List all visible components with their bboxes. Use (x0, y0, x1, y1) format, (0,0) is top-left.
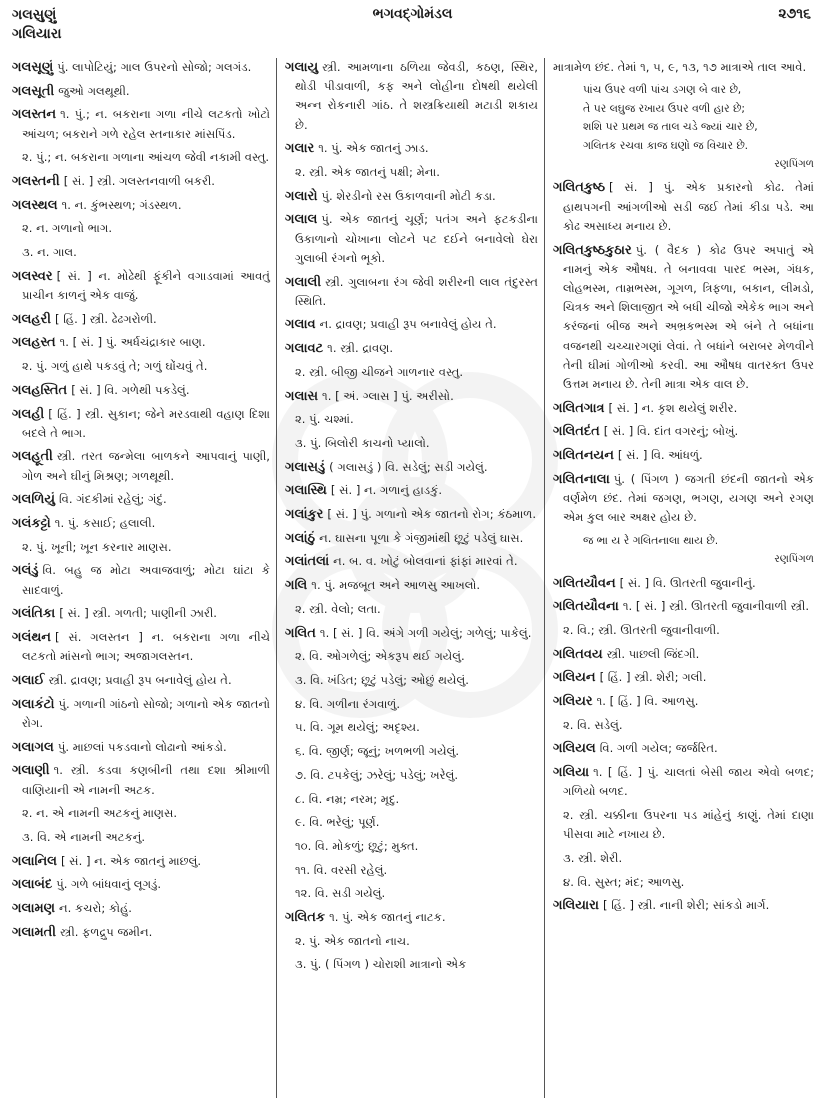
dictionary-entry (285, 273, 538, 311)
definition: ૧. [ અં. ગ્લાસ ] પું. અરીસો. (322, 388, 454, 403)
definition: વિ. ગળી ગયેલ; જર્જરિત. (599, 741, 718, 756)
definition: ૧. [ સં. ] સ્ત્રી. ઊતરતી જુવાનીવાળી સ્ત્રી. (622, 599, 810, 614)
headword: ગલહસ્તિત (12, 382, 68, 398)
definition: પું. ગળે બાંધવાનું લૂગડું. (56, 877, 162, 892)
dictionary-entry (553, 896, 814, 915)
dictionary-entry (553, 668, 814, 687)
headword: ગલિ (285, 578, 308, 594)
definition: સ્ત્રી. આમળાના ઠળિયા જેવડી, કઠણ, સ્થિર, થોડી પીડાવાળી, કફ અને લોહીના દોષથી થયેલી અન્ન રોકનારી ગાંઠ. તે શસ્ત્રક્રિયાથી મટાડી શકાય છે. (295, 60, 538, 132)
dictionary-entry (553, 241, 814, 395)
sub-sense: ૩. વિ. ખંડિત; છૂટું પડેલું; ઓછું થયેલું. (295, 672, 469, 687)
definition: પું. શેરડીનો રસ ઉકાળવાની મોટી કડા. (321, 188, 496, 203)
headword: ગલિતકુષ્ઠ (553, 180, 606, 196)
dictionary-entry (12, 671, 270, 690)
headword: ગલિતકુષ્ઠકુઠાર (553, 242, 632, 258)
headword: ગલાલ (285, 212, 318, 228)
headword: ગલિતનયન (553, 448, 614, 464)
headword: ગલિતયૌવન (553, 575, 616, 591)
definition: ૧. [ હિં. ] પું. ચાલતાં બેસી જાય એવો બળદ; ગળિયો બળદ. (563, 765, 814, 799)
dictionary-entry (12, 196, 270, 215)
verse-quotation (553, 81, 814, 155)
sub-sense: ૪. વિ. સુસ્ત; મંદ; આળસુ. (563, 874, 685, 889)
dictionary-entry (553, 399, 814, 418)
sub-sense: ૨. ન. ગળાનો ભાગ. (22, 221, 113, 236)
definition: [ સં. ] પું. ગળાનો એક જાતનો રોગ; કંઠમાળ. (327, 507, 537, 522)
definition: ન. ઘાસના પૂળા કે ગંજીમાંથી છૂટું પડેલું ઘાસ. (319, 530, 524, 545)
definition: સ્ત્રી. પાછલી જિંદગી. (606, 646, 700, 661)
definition: સ્ત્રી. તરત જન્મેલા બાળકને આપવાનું પાણી, ગોળ અને ઘીનું મિશ્રણ; ગળથૂથી. (22, 449, 270, 483)
sub-sense: ૭. વિ. ટપકેલું; ઝરેલું; પડેલું; ખરેલું. (295, 767, 459, 782)
column-2 (277, 58, 545, 1098)
headword: ગલિયલ (553, 741, 596, 757)
dictionary-entry (285, 505, 538, 524)
citation-source: રણપિંગળ (774, 553, 814, 566)
dictionary-entry (12, 405, 270, 443)
sub-sense: ૧૦. વિ. મોકળું; છૂટું; મુક્ત. (295, 838, 419, 853)
sub-sense: ૧૧. વિ. વરસી રહેલું. (295, 862, 388, 877)
citation-source: રણપિંગળ (774, 158, 814, 171)
definition: ૧. સ્ત્રી. દ્રાવણ. (327, 341, 394, 356)
dictionary-entry (553, 763, 814, 801)
dictionary-entry (12, 381, 270, 400)
sub-sense: ૩. વિ. એ નામની અટકનું. (22, 829, 146, 844)
definition: પું. ગળાની ગાંઠનો સોજો; ગળાનો એક જાતનો રોગ. (22, 696, 270, 730)
headword: ગલાબંદ (12, 877, 53, 893)
definition: ૧. પું.; ન. બકરાના ગળા નીચે લટકતો ખોટો આંચળ; બકરાને ગળે રહેલ સ્તનાકાર માંસપિંડ. (22, 107, 270, 141)
definition: [ સં. ] વિ. ઊતરતી જુવાનીનું. (619, 575, 756, 590)
definition: સ્ત્રી. દ્રાવણ; પ્રવાહી રૂપ બનાવેલું હોય તે. (48, 672, 232, 687)
definition: પું. ( વૈદક ) કોઢ ઉપર અપાતું એ નામનું એક ઔષધ. તે બનાવવા પારદ ભસ્મ, ગંધક, લોહભસ્મ, તામ્રભસ્મ, ગૂગળ, ત્રિફળા, બકાન, લીમડો, ચિત્રક અને શિલાજીત એ બધી ચીજો એકેક ભાગ અને કરંજનાં બીજ અને અભ્રકભસ્મ એ બંને તે બધાંના વજનથી ચચ્ચારગણાં લેવાં. તે બધાંને બરાબર મેળવીને તેની ઘીમાં ગોળીઓ કરવી. આ ઔષધ વાતરક્ત ઉપર ઉત્તમ મનાય છે. તેની માત્રા એક વાલ છે. (563, 242, 814, 391)
dictionary-entry (285, 529, 538, 548)
headword: ગલિયન (553, 670, 596, 686)
sub-sense: ૯. વિ. ભરેલું; પૂર્ણ. (295, 815, 380, 830)
headword: ગલહરી (12, 311, 52, 327)
sub-sense: ૩. પું. ( પિંગળ ) ચોરાશી માત્રાનો એક (295, 957, 467, 972)
headword: ગલિયા (553, 765, 590, 781)
dictionary-entry (12, 761, 270, 799)
sub-sense: ૨. પું. ગળું હાથે પકડવું તે; ગળું ઘોંચવું તે. (22, 359, 208, 374)
sub-sense: ૨. વિ.; સ્ત્રી. ઊતરતી જુવાનીવાળી. (563, 622, 720, 637)
definition: ન. દ્રાવણ; પ્રવાહી રૂપ બનાવેલું હોય તે. (319, 317, 497, 332)
dictionary-entry (285, 624, 538, 643)
page-header (0, 0, 825, 58)
definition: ૧. ન. કુંભસ્થળ; ગંડસ્થળ. (61, 197, 182, 212)
headword: ગલાકંટો (12, 696, 55, 712)
definition: પું. ( પિંગળ ) જગતી છંદની જાતનો એક વર્ણમેળ છંદ. તેમાં જગણ, ભગણ, યગણ અને રગણ એમ કુલ બાર અક્ષર હોય છે. (563, 471, 814, 525)
dictionary-entry (285, 58, 538, 135)
definition: [ સં. ] વિ. આંધળું. (617, 448, 703, 463)
dictionary-entry (285, 187, 538, 206)
definition: [ સં. ] ન. કૃશ થયેલું શરીર. (608, 400, 738, 415)
dictionary-entry (12, 172, 270, 191)
headword: ગલિયારા (553, 898, 599, 914)
sub-sense: ૨. પું. ખૂની; ખૂન કરનાર માણસ. (22, 539, 172, 554)
definition: જુઓ ગલથૂથી. (58, 83, 130, 98)
definition: સ્ત્રી. ફળદ્રુપ જમીન. (60, 924, 153, 939)
dictionary-entry (285, 908, 538, 927)
column-1 (10, 58, 277, 1098)
headword: ગલસ્તની (12, 174, 60, 190)
headword: ગલંકટ્ટો (12, 516, 51, 532)
definition: [ હિં. ] સ્ત્રી. શેરી; ગલી. (599, 670, 707, 685)
dictionary-entry (553, 645, 814, 664)
dictionary-entry (553, 470, 814, 528)
headword: ગલિયર (553, 694, 593, 710)
headword: ગલાસ્થિ (285, 483, 327, 499)
verse-line: ગલિતક રચવા કાજ ઘણો જ વિચાર છે. (583, 138, 749, 152)
headword: ગલાનિલ (12, 853, 57, 869)
definition: ૧. [ હિં. ] વિ. આળસુ. (596, 694, 699, 709)
headword: ગલિત (285, 625, 316, 641)
headword: ગલિતયૌવના (553, 599, 619, 615)
definition: પું. એક જાતનું ચૂર્ણ; પતંગ અને ફટકડીના ઉકાળાનો ચોખાના લોટને પટ દઈને બનાવેલો ઘેરા ગુલાબી રંગનો ભૂકો. (295, 212, 538, 265)
definition: ૧. [ સં. ] પું. અર્ધચંદ્રાકાર બાણ. (59, 335, 206, 350)
definition: [ સં. ગલસ્તન ] ન. બકરાના ગળા નીચે લટકતો માંસનો ભાગ; અજાગલસ્તન. (22, 630, 270, 664)
dictionary-entry (285, 458, 538, 477)
headword: ગલાગલ (12, 739, 54, 755)
dictionary-entry (12, 514, 270, 533)
dictionary-entry (12, 899, 270, 918)
definition: ૧. સ્ત્રી. કડવા કણબીની તથા દશા શ્રીમાળી વાણિયાની એ નામની અટક. (22, 763, 270, 797)
dictionary-entry (12, 490, 270, 509)
definition: વિ. બહુ જ મોટા અવાજવાળું; મોટા ઘાંટા કે સાદવાળું. (22, 563, 270, 597)
dictionary-entry (285, 552, 538, 571)
dictionary-entry (553, 446, 814, 465)
headword: ગલાસડું (285, 459, 326, 475)
page-number: ૨૭૧૬ (778, 6, 811, 22)
definition: [ સં. ] વિ. દાંત વગરનું; બોખું. (603, 424, 739, 439)
dictionary-entry (285, 315, 538, 334)
headword: ગલારો (285, 188, 318, 204)
definition: [ સં. ] ન. એક જાતનું માછલું. (60, 853, 202, 868)
dictionary-entry (12, 875, 270, 894)
verse-line: જ ભા ય રે ગલિતનાલા થાય છે. (583, 533, 719, 547)
headword: ગલામતી (12, 924, 57, 940)
sub-sense: ૩. ન. ગાલ. (22, 245, 77, 260)
dictionary-entry (12, 604, 270, 623)
sub-sense: ૩. સ્ત્રી. શેરી. (563, 851, 623, 865)
definition: ૧. પું. એક જાતનું નાટક. (329, 910, 446, 925)
definition: [ સં. ] પું. એક પ્રકારનો કોઢ. તેમાં હાથપગની આંગળીઓ સડી જઈ તેમાં કીડા પડે. આ કોઢ અસાધ્ય મનાય છે. (563, 180, 814, 233)
sub-sense: ૨. પું. ચશ્માં. (295, 412, 354, 427)
definition: [ હિં. ] સ્ત્રી. સુકાન; જેને મરડવાથી વહાણ દિશા બદલે તે ભાગ. (22, 406, 270, 440)
sub-sense: ૨. વિ. ઓગળેલું; એકરૂપ થઈ ગયેલું. (295, 649, 465, 664)
headword: ગલંડું (12, 563, 39, 579)
dictionary-entry (12, 447, 270, 485)
sub-sense: ૮. વિ. નમ્ર; નરમ; મૃદુ. (295, 791, 400, 806)
continued-definition: માત્રામેળ છંદ. તેમાં ૧, ૫, ૯, ૧૩, ૧૭ માત્રાએ તાલ આવે. (553, 60, 807, 74)
dictionary-entry (285, 387, 538, 406)
definition: વિ. ગંદકીમાં રહેલું; ગંદું. (59, 492, 167, 507)
definition: ( ગલાસડું ) વિ. સડેલું; સડી ગયેલું. (329, 459, 488, 474)
verse-line: શશિ પર પ્રથમ જ તાલ ચડે જ્યાં ચાર છે, (583, 120, 758, 134)
dictionary-entry (12, 267, 270, 305)
sub-sense: ૨. ન. એ નામની અટકનું માણસ. (22, 806, 178, 821)
definition: [ સં. ] ન. મોઢેથી ફૂંકીને વગાડવામાં આવતું પ્રાચીન કાળનું એક વાજું. (22, 268, 270, 303)
verse-quotation (553, 532, 814, 551)
dictionary-entry (12, 852, 270, 871)
headword: ગલિતનાલા (553, 471, 610, 487)
dictionary-entry (553, 739, 814, 758)
dictionary-entry (12, 695, 270, 733)
dictionary-entry (553, 422, 814, 441)
verse-line: તે પર લઘુજ રખાય ઉપર વળી હાર છે; (583, 101, 746, 115)
headword: ગલસૂણું (12, 60, 54, 75)
headword: ગલામણ (12, 901, 56, 917)
definition: ૧. [ સં. ] વિ. અંગે ગળી ગયેલું; ગળેલું; પાકેલું. (319, 625, 532, 640)
definition: ૧. પું. મજબૂત અને આળસુ આખલો. (311, 578, 481, 593)
definition: [ હિં. ] સ્ત્રી. ઢેઢગરોળી. (55, 311, 157, 326)
dictionary-entry (285, 339, 538, 358)
headword: ગલંતિકા (12, 606, 56, 622)
dictionary-entry (553, 597, 814, 616)
dictionary-entry (12, 333, 270, 352)
dictionary-entry (553, 574, 814, 593)
definition: [ હિં. ] સ્ત્રી. નાની શેરી; સાંકડો માર્ગ. (603, 898, 770, 913)
headword: ગલાવ (285, 317, 316, 333)
definition: [ સં. ] સ્ત્રી. ગળતી; પાણીની ઝારી. (59, 606, 217, 621)
guide-word-first: ગલસુણું (12, 7, 57, 23)
headword: ગલસ્તન (12, 107, 57, 123)
headword: ગલંથન (12, 630, 51, 646)
headword: ગલસ્વર (12, 268, 53, 284)
headword: ગલહૂતી (12, 449, 53, 465)
dictionary-entry (12, 738, 270, 757)
definition: [ સં. ] વિ. ગળેથી પકડેલું. (71, 382, 190, 397)
running-title: ભગવદ્ગોમંડલ (372, 6, 453, 22)
sub-sense: ૪. વિ. ગળીના રંગવાળું. (295, 696, 401, 711)
dictionary-entry (12, 82, 270, 101)
definition: પું. લાપોટિયું; ગાલ ઉપરનો સોજો; ગલગંડ. (57, 60, 252, 74)
headword: ગલળિયું (12, 492, 56, 508)
dictionary-entry (12, 561, 270, 599)
dictionary-entry (12, 105, 270, 143)
dictionary-columns (10, 58, 820, 1098)
definition: પું. માછલાં પકડવાનો લોઢાનો આંકડો. (57, 739, 227, 754)
dictionary-entry (553, 692, 814, 711)
sub-sense: ૫. વિ. ગૂમ થયેલું; અદૃશ્ય. (295, 720, 420, 735)
definition: ૧. પું. કસાઈ; હલાલી. (54, 516, 156, 531)
sub-sense: ૨. સ્ત્રી. એક જાતનું પક્ષી; મેના. (295, 165, 440, 180)
verse-line: પાંચ ઉપર વળી પાંચ ડગણ બે વાર છે, (583, 83, 742, 97)
headword: ગલાયુ (285, 60, 319, 75)
sub-sense: ૨. પું.; ન. બકરાના ગળાના આંચળ જેવી નકામી વસ્તુ. (22, 150, 270, 165)
headword: ગલસૂતી (12, 83, 55, 99)
headword: ગલાર (285, 141, 315, 157)
definition: ન. કચરો; કોહું. (59, 901, 132, 916)
headword: ગલહસ્ત (12, 335, 56, 351)
headword: ગલાસ (285, 388, 319, 404)
dictionary-entry (12, 310, 270, 329)
headword: ગલાઈ (12, 672, 45, 688)
headword: ગલસ્થલ (12, 197, 58, 213)
headword: ગલાલી (285, 274, 322, 290)
headword: ગલિતદંત (553, 424, 600, 440)
column-3 (545, 58, 820, 1098)
sub-sense: ૨. વિ. સડેલું. (563, 717, 623, 732)
sub-sense: ૨. સ્ત્રી. ચક્કીના ઉપરના પડ માંહેનું કાણું. તેમાં દાણા પીસવા માટે નખાય છે. (563, 808, 814, 842)
dictionary-entry (285, 210, 538, 268)
definition: [ સં. ] સ્ત્રી. ગલસ્તનવાળી બકરી. (63, 174, 215, 189)
sub-sense: ૨. સ્ત્રી. બીજી ચીજને ગાળનાર વસ્તુ. (295, 364, 464, 379)
guide-word-last: ગલિયારા (12, 26, 62, 42)
headword: ગલહી (12, 406, 45, 422)
sub-sense: ૨. સ્ત્રી. વેલો; લતા. (295, 601, 381, 616)
headword: ગલાંતલાં (285, 554, 330, 570)
headword: ગલાણી (12, 763, 50, 779)
dictionary-entry (12, 628, 270, 666)
dictionary-entry (12, 58, 270, 77)
dictionary-entry (285, 576, 538, 595)
headword: ગલિતવય (553, 646, 603, 662)
sub-sense: ૩. પું. બિલોરી કાચનો પ્યાલો. (295, 435, 430, 450)
definition: [ સં. ] ન. ગળાનું હાડકું. (330, 483, 443, 498)
sub-sense: ૬. વિ. જીર્ણ; જૂનું; ખળભળી ગયેલું. (295, 744, 460, 759)
sub-sense: ૨. પું. એક જાતનો નાચ. (295, 933, 410, 948)
dictionary-entry (12, 923, 270, 942)
headword: ગલિતક (285, 910, 326, 926)
headword: ગલાંઠું (285, 530, 316, 546)
headword: ગલાંકુર (285, 507, 324, 523)
definition: ન. બ. વ. ખોટું બોલવાનાં ફાંફાં મારવાં તે. (333, 554, 518, 569)
headword: ગલિતગાત્ર (553, 400, 605, 416)
headword: ગલાવટ (285, 341, 324, 357)
dictionary-entry (285, 481, 538, 500)
definition: સ્ત્રી. ગુલાબના રંગ જેવી શરીરની લાલ તંદુરસ્ત સ્થિતિ. (295, 274, 538, 308)
dictionary-entry (285, 139, 538, 158)
sub-sense: ૧૨. વિ. સડી ગયેલું. (295, 886, 386, 901)
definition: ૧. પું. એક જાતનું ઝાડ. (318, 141, 429, 156)
dictionary-entry (553, 178, 814, 236)
